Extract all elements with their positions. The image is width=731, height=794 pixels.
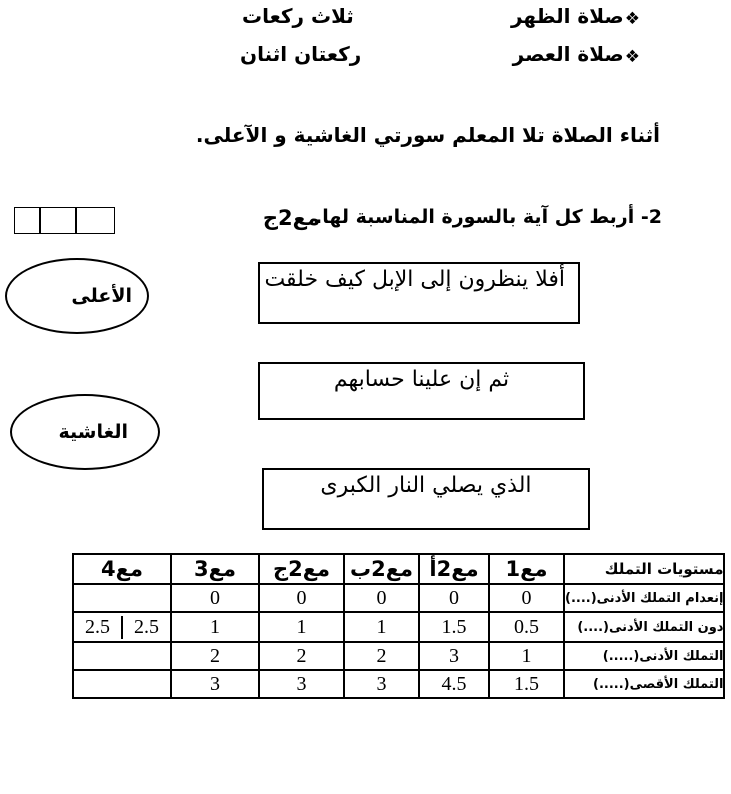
prayer-row-dhuhr (242, 4, 640, 28)
verse-text: الذي يصلي النار الكبرى (320, 473, 532, 498)
split-cell-left: 2.5 (85, 615, 110, 638)
table-cell: 1 (259, 612, 344, 642)
table-cell: 2 (171, 642, 259, 670)
levels-table (72, 553, 725, 699)
row-label: التملك الأقصى(.....) (564, 670, 724, 698)
table-row (73, 612, 724, 642)
table-cell: 0 (259, 584, 344, 612)
table-cell: 2 (344, 642, 419, 670)
row-label: التملك الأدنى(.....) (564, 642, 724, 670)
prayer-name-label: صلاة العصر (512, 42, 624, 66)
surah-option-alaala (5, 258, 149, 334)
table-cell: 0 (489, 584, 564, 612)
statement-line: أثناء الصلاة تلا المعلم سورتي الغاشية و الآعلى. (195, 123, 660, 147)
table-cell: 0 (171, 584, 259, 612)
row-label: إنعدام التملك الأدنى(....) (564, 584, 724, 612)
score-boxes (14, 207, 115, 234)
table-cell: 3 (171, 670, 259, 698)
surah-option-ghashiya (10, 394, 160, 470)
diamond-bullet-icon: ❖ (624, 47, 640, 67)
table-cell: 0 (344, 584, 419, 612)
table-cell: 1 (171, 612, 259, 642)
score-cell (15, 208, 39, 233)
prayer-count-dhuhr: ثلاث ركعات (242, 4, 354, 28)
table-corner-header: مستويات التملك (564, 554, 724, 584)
question2-text: 2- أربط كل آية بالسورة المناسبة لها. (315, 206, 662, 228)
col-header-m1: مع1 (489, 554, 564, 584)
table-cell: 0.5 (489, 612, 564, 642)
table-cell: 1 (344, 612, 419, 642)
verse-box-2 (258, 362, 585, 420)
col-header-m3: مع3 (171, 554, 259, 584)
table-cell-split (73, 612, 171, 642)
prayer-count-asr: ركعتان اثنان (240, 42, 362, 66)
prayer-row-asr (240, 42, 640, 66)
table-cell-empty (73, 670, 171, 698)
table-cell: 2 (259, 642, 344, 670)
prayer-name-asr (513, 42, 640, 66)
verse-box-1 (258, 262, 580, 324)
verse-text: أفلا ينظرون إلى الإبل كيف خلقت (264, 267, 565, 292)
verse-box-3 (262, 468, 590, 530)
table-cell: 1 (489, 642, 564, 670)
score-cell (75, 208, 114, 233)
table-cell: 3 (419, 642, 489, 670)
prayer-name-dhuhr (511, 4, 640, 28)
table-cell: 0 (419, 584, 489, 612)
verse-text: ثم إن علينا حسابهم (333, 367, 510, 392)
col-header-m2c: مع2ج (259, 554, 344, 584)
table-header-row (73, 554, 724, 584)
table-cell-empty (73, 642, 171, 670)
split-cell-right: 2.5 (121, 616, 170, 639)
table-cell: 1.5 (489, 670, 564, 698)
table-cell: 3 (344, 670, 419, 698)
col-header-m4: مع4 (73, 554, 171, 584)
question2-code: مع2ج (262, 206, 320, 230)
prayer-name-label: صلاة الظهر (510, 4, 624, 28)
diamond-bullet-icon: ❖ (624, 9, 640, 29)
table-cell: 3 (259, 670, 344, 698)
table-row (73, 670, 724, 698)
surah-option-label: الأعلى (71, 285, 132, 307)
row-label: دون التملك الأدنى(....) (564, 612, 724, 642)
table-cell-empty (73, 584, 171, 612)
col-header-m2a: مع2أ (419, 554, 489, 584)
col-header-m2b: مع2ب (344, 554, 419, 584)
surah-option-label: الغاشية (58, 421, 128, 443)
table-row (73, 584, 724, 612)
score-cell (39, 208, 75, 233)
table-cell: 4.5 (419, 670, 489, 698)
table-cell: 1.5 (419, 612, 489, 642)
table-row (73, 642, 724, 670)
